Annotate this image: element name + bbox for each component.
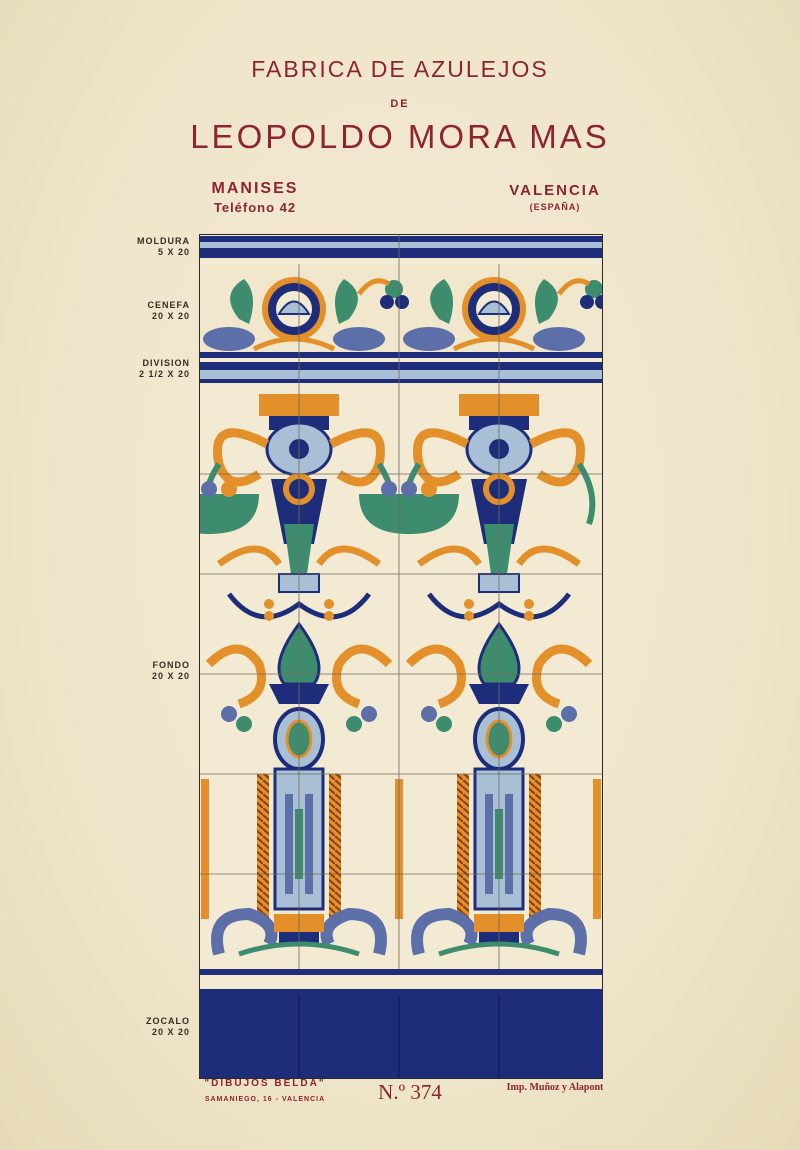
label-division <box>100 358 190 380</box>
owner-name: LEOPOLDO MORA MAS <box>190 118 610 155</box>
cenefa-frieze <box>199 264 603 358</box>
label-division-size: 2 1/2 X 20 <box>138 369 190 379</box>
label-fondo-name: FONDO <box>152 660 190 670</box>
label-fondo-size: 20 X 20 <box>151 671 190 681</box>
label-cenefa <box>100 300 190 322</box>
label-cenefa-name: CENEFA <box>147 300 190 310</box>
city-label: MANISES <box>211 180 299 197</box>
label-moldura <box>100 236 190 258</box>
division-band <box>199 362 603 383</box>
printer-credit: Imp. Muñoz y Alapont <box>506 1082 604 1093</box>
label-zocalo-name: ZOCALO <box>146 1016 190 1026</box>
label-moldura-name: MOLDURA <box>137 236 190 246</box>
label-zocalo-size: 20 X 20 <box>151 1027 190 1037</box>
title-de: DE <box>390 98 410 110</box>
country-label: (ESPAÑA) <box>529 202 581 212</box>
ornamental-tile-panel-icon <box>199 234 603 1079</box>
label-fondo <box>100 660 190 682</box>
label-moldura-size: 5 X 20 <box>157 247 190 257</box>
label-zocalo <box>100 1016 190 1038</box>
label-cenefa-size: 20 X 20 <box>151 311 190 321</box>
phone-label: Teléfono 42 <box>213 200 297 215</box>
region-label: VALENCIA <box>509 182 601 199</box>
moldura-band <box>199 236 603 263</box>
label-division-name: DIVISION <box>142 358 190 368</box>
designer-address: SAMANIEGO, 16 - VALENCIA <box>204 1096 326 1103</box>
factory-title: FABRICA DE AZULEJOS <box>251 56 549 82</box>
plate-number: N.º 374 <box>378 1080 442 1104</box>
designer-credit: "DIBUJOS BELDA" <box>204 1078 326 1089</box>
zocalo-band <box>199 969 603 1079</box>
